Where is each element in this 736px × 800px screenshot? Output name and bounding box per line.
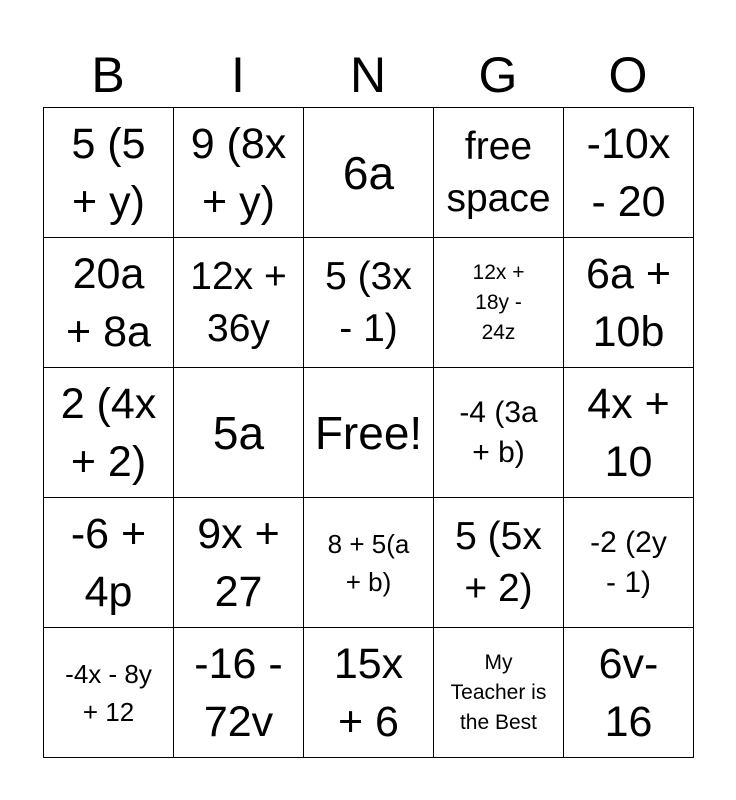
bingo-cell[interactable]: 9 (8x + y) — [174, 108, 304, 238]
header-letter-n: N — [349, 47, 387, 103]
bingo-cell[interactable]: 9x + 27 — [174, 498, 304, 628]
bingo-cell[interactable]: 4x + 10 — [564, 368, 694, 498]
bingo-cell[interactable]: 6a + 10b — [564, 238, 694, 368]
free-space-cell[interactable]: My Teacher is the Best — [434, 628, 564, 758]
header-letter-o: O — [608, 47, 648, 103]
header-letter-b: B — [91, 47, 125, 103]
bingo-board — [43, 107, 694, 758]
bingo-header — [43, 44, 693, 106]
free-space-cell[interactable]: Free! — [304, 368, 434, 498]
board-row — [44, 108, 694, 238]
bingo-cell[interactable]: 5 (3x - 1) — [304, 238, 434, 368]
board-row — [44, 368, 694, 498]
board-row — [44, 628, 694, 758]
bingo-cell[interactable]: 20a + 8a — [44, 238, 174, 368]
bingo-cell[interactable]: 6a — [304, 108, 434, 238]
bingo-cell[interactable]: 12x + 18y - 24z — [434, 238, 564, 368]
bingo-cell[interactable]: 15x + 6 — [304, 628, 434, 758]
bingo-cell[interactable]: -16 - 72v — [174, 628, 304, 758]
bingo-cell[interactable]: 5 (5 + y) — [44, 108, 174, 238]
header-letter-g: G — [478, 47, 518, 103]
bingo-cell[interactable]: 5 (5x + 2) — [434, 498, 564, 628]
bingo-cell[interactable]: 2 (4x + 2) — [44, 368, 174, 498]
bingo-cell[interactable]: 6v- 16 — [564, 628, 694, 758]
bingo-cell[interactable]: -10x - 20 — [564, 108, 694, 238]
bingo-cell[interactable]: -4x - 8y + 12 — [44, 628, 174, 758]
free-space-cell[interactable]: free space — [434, 108, 564, 238]
board-row — [44, 238, 694, 368]
bingo-cell[interactable]: 5a — [174, 368, 304, 498]
header-letter-i: I — [231, 47, 245, 103]
bingo-cell[interactable]: -6 + 4p — [44, 498, 174, 628]
board-row — [44, 498, 694, 628]
bingo-cell[interactable]: 12x + 36y — [174, 238, 304, 368]
bingo-cell[interactable]: -4 (3a + b) — [434, 368, 564, 498]
bingo-cell[interactable]: -2 (2y - 1) — [564, 498, 694, 628]
bingo-cell[interactable]: 8 + 5(a + b) — [304, 498, 434, 628]
